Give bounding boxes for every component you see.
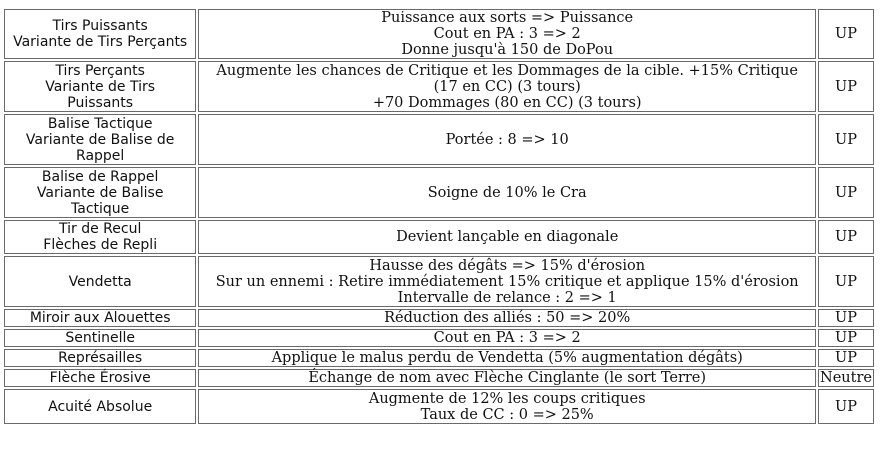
spell-name-line: Représailles [58,350,143,366]
change-description-line: Donne jusqu'à 150 de DoPou [401,42,614,58]
change-status-cell [818,220,874,254]
spell-name-cell [4,349,196,367]
change-description-line: Soigne de 10% le Cra [427,184,587,201]
table-row [4,309,874,327]
spell-name-line: Variante de Balise de [25,131,175,148]
change-description-cell [198,389,816,424]
spell-name-line: Tirs Perçants [55,62,145,79]
change-status-cell [818,309,874,327]
change-description-cell [198,220,816,254]
spell-name-line: Variante de Tirs Perçants [13,34,188,50]
change-description-cell [198,309,816,327]
spell-name-line: Acuité Absolue [48,398,153,415]
spell-name-cell [4,220,196,254]
change-status-cell [818,114,874,165]
table-body [4,9,874,424]
change-status-cell [818,349,874,367]
change-description-line: Puissance aux sorts => Puissance [381,10,634,26]
spell-name-line: Flèches de Repli [43,237,158,253]
change-status-label: UP [835,310,857,326]
table-row [4,389,874,424]
change-description-line: Devient lançable en diagonale [396,229,619,245]
change-description-line: +70 Dommages (80 en CC) (3 tours) [372,94,642,111]
change-description-line: Réduction des alliés : 50 => 20% [384,310,631,326]
change-description-line: Cout en PA : 3 => 2 [433,26,581,42]
spell-name-cell [4,256,196,307]
change-description-cell [198,256,816,307]
change-description-cell [198,349,816,367]
spell-changes-table [2,7,876,426]
change-status-label: UP [835,184,857,201]
change-description-line: Augmente de 12% les coups critiques [368,390,646,407]
change-status-label: UP [835,26,857,42]
spell-name-cell [4,167,196,218]
change-description-line: Taux de CC : 0 => 25% [420,406,594,423]
change-status-label: UP [835,330,857,346]
change-description-line: Portée : 8 => 10 [445,131,569,148]
change-status-cell [818,256,874,307]
change-description-cell [198,167,816,218]
change-description-line: Cout en PA : 3 => 2 [433,330,581,346]
change-description-line: Hausse des dégâts => 15% d'érosion [369,257,646,274]
change-description-cell [198,9,816,59]
change-status-cell [818,389,874,424]
spell-name-line: Tactique [71,200,130,217]
spell-name-line: Miroir aux Alouettes [29,310,171,326]
spell-name-cell [4,329,196,347]
spell-name-line: Tirs Puissants [52,18,148,34]
table-row [4,220,874,254]
spell-name-line: Vendetta [68,273,132,290]
spell-name-line: Balise Tactique [47,115,153,132]
change-description-line: Applique le malus perdu de Vendetta (5% augmentation dégâts) [271,350,743,366]
spell-name-line: Tir de Recul [59,221,142,237]
table-row [4,349,874,367]
change-description-cell [198,61,816,112]
change-status-label: Neutre [820,370,872,386]
change-description-cell [198,369,816,387]
table-row [4,369,874,387]
change-status-label: UP [835,273,857,290]
change-status-cell [818,329,874,347]
spell-name-line: Variante de Tirs [45,78,156,95]
table-row [4,256,874,307]
change-status-cell [818,9,874,59]
spell-name-cell [4,309,196,327]
table-row [4,329,874,347]
spell-name-line: Balise de Rappel [41,168,159,185]
change-description-cell [198,329,816,347]
change-status-label: UP [835,229,857,245]
change-status-label: UP [835,131,857,148]
change-description-cell [198,114,816,165]
change-status-cell [818,369,874,387]
spell-name-cell [4,389,196,424]
change-status-label: UP [835,398,857,415]
spell-name-cell [4,61,196,112]
spell-name-line: Variante de Balise [36,184,164,201]
change-description-line: Augmente les chances de Critique et les Dommages de la cible. +15% Critique (17 en CC) (3 tours) [216,62,798,95]
spell-name-cell [4,9,196,59]
change-description-line: Intervalle de relance : 2 => 1 [397,289,617,306]
change-description-line: Sur un ennemi : Retire immédiatement 15% critique et applique 15% d'érosion [215,273,799,290]
spell-name-cell [4,114,196,165]
change-status-cell [818,61,874,112]
change-status-cell [818,167,874,218]
spell-name-line: Rappel [76,147,125,164]
spell-name-line: Puissants [67,94,134,111]
spell-name-line: Sentinelle [65,330,135,346]
table-row [4,167,874,218]
change-status-label: UP [835,78,857,95]
spell-name-cell [4,369,196,387]
spell-name-line: Flèche Érosive [49,370,151,386]
table-row [4,61,874,112]
table-row [4,114,874,165]
change-description-line: Échange de nom avec Flèche Cinglante (le sort Terre) [308,370,707,386]
table-row [4,9,874,59]
change-status-label: UP [835,350,857,366]
